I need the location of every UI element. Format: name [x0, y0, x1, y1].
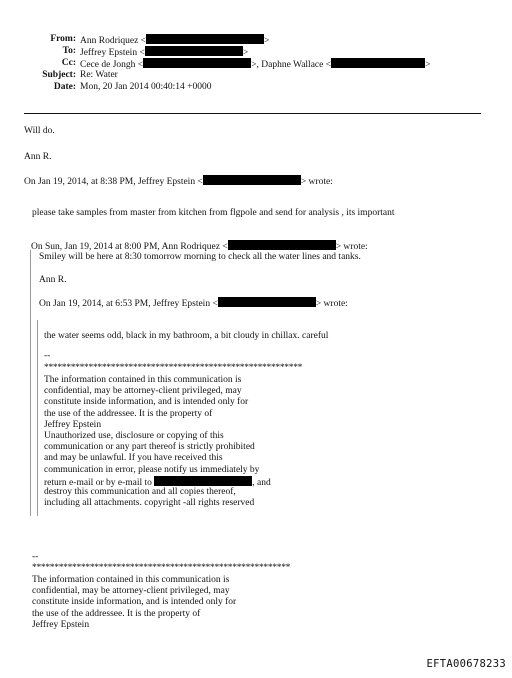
redaction-bar: [145, 46, 243, 56]
from-label: From:: [50, 34, 76, 44]
quote-bar-1: [30, 250, 31, 516]
date-value: Mon, 20 Jan 2014 00:40:14 +0000: [80, 82, 212, 92]
disclaimer-email-suffix: , and: [252, 477, 271, 488]
reply-signature: Ann R.: [24, 152, 52, 162]
subject-value: Re: Water: [80, 70, 118, 80]
attribution-2-suffix: > wrote:: [335, 242, 368, 252]
message-1: please take samples from master from kitchen from flgpole and send for analysis , its important: [32, 208, 395, 218]
disclaimer-email-line: [44, 476, 271, 487]
attribution-3-suffix: > wrote:: [315, 299, 348, 309]
header-divider: [24, 113, 481, 114]
disclaimer-line: The information contained in this communication is: [44, 375, 242, 385]
to-name: Jeffrey Epstein <: [80, 48, 145, 58]
signature-stars: **********************************************************: [44, 363, 303, 373]
disclaimer-line: confidential, may be attorney-client privileged, may: [44, 386, 242, 397]
disclaimer-line: Jeffrey Epstein: [44, 419, 102, 430]
redaction-bar: [218, 297, 316, 307]
disclaimer-line: destroy this communication and all copies thereof,: [44, 486, 236, 497]
signature-dashes: --: [44, 351, 51, 361]
attribution-2-text: On Sun, Jan 19, 2014 at 8:00 PM, Ann Rodriquez <: [31, 242, 228, 252]
disclaimer-email-text: return e-mail or by e-mail to: [44, 477, 152, 488]
disclaimer-line: including all attachments. copyright -all rights reserved: [44, 498, 255, 509]
reply-text: Will do.: [24, 126, 55, 136]
disclaimer-line: the use of the addressee. It is the property of: [44, 408, 213, 419]
quote-bar-2: [37, 320, 38, 516]
disclaimer-line: communication or any part thereof is strictly prohibited: [44, 442, 255, 453]
redaction-bar: [143, 58, 251, 68]
redaction-bar: [331, 58, 425, 68]
attribution-1-suffix: > wrote:: [300, 177, 333, 187]
subject-label: Subject:: [42, 70, 76, 80]
disclaimer-line: the use of the addressee. It is the property of: [32, 608, 201, 619]
cc-name-2: >, Daphne Wallace <: [251, 60, 332, 70]
from-name: Ann Rodriquez <: [80, 36, 147, 46]
signature-2-stars: **********************************************************: [32, 563, 291, 573]
date-label: Date:: [53, 82, 76, 92]
quoted-signature: Ann R.: [39, 275, 67, 285]
disclaimer-line: The information contained in this communication is: [32, 575, 230, 585]
attribution-1: [24, 175, 333, 188]
disclaimer-line: Unauthorized use, disclosure or copying of this: [44, 430, 224, 441]
attribution-1-text: On Jan 19, 2014, at 8:38 PM, Jeffrey Epstein <: [24, 177, 203, 187]
close-bracket: >: [264, 36, 270, 46]
to-label: To:: [62, 46, 76, 56]
cc-label: Cc:: [61, 58, 76, 68]
disclaimer-line: Jeffrey Epstein: [32, 619, 90, 630]
attribution-3-text: On Jan 19, 2014, at 6:53 PM, Jeffrey Epstein <: [39, 299, 218, 309]
close-bracket: >: [242, 48, 249, 58]
redaction-bar: [146, 34, 264, 44]
disclaimer-line: confidential, may be attorney-client privileged, may: [32, 586, 230, 597]
cc-name-1: Cece de Jongh <: [80, 60, 144, 70]
disclaimer-1: [44, 375, 271, 509]
message-3: the water seems odd, black in my bathroom, a bit cloudy in chillax. careful: [44, 331, 329, 341]
redaction-bar: [228, 240, 336, 250]
cc-value: [80, 58, 430, 71]
disclaimer-line: communication in error, please notify us immediately by: [44, 464, 260, 475]
disclaimer-2: [32, 575, 236, 631]
attribution-3: [39, 297, 348, 310]
bates-number: EFTA00678233: [426, 657, 506, 670]
redaction-bar: [203, 175, 301, 185]
redaction-bar: [154, 476, 252, 486]
disclaimer-line: constitute inside information, and is intended only for: [44, 397, 249, 408]
close-bracket: >: [425, 60, 431, 70]
message-2: Smiley will be here at 8:30 tomorrow morning to check all the water lines and tanks.: [39, 252, 361, 262]
disclaimer-line: and may be unlawful. If you have received this: [44, 453, 223, 464]
disclaimer-line: constitute inside information, and is intended only for: [32, 597, 237, 608]
signature-2-dashes: --: [32, 552, 39, 562]
